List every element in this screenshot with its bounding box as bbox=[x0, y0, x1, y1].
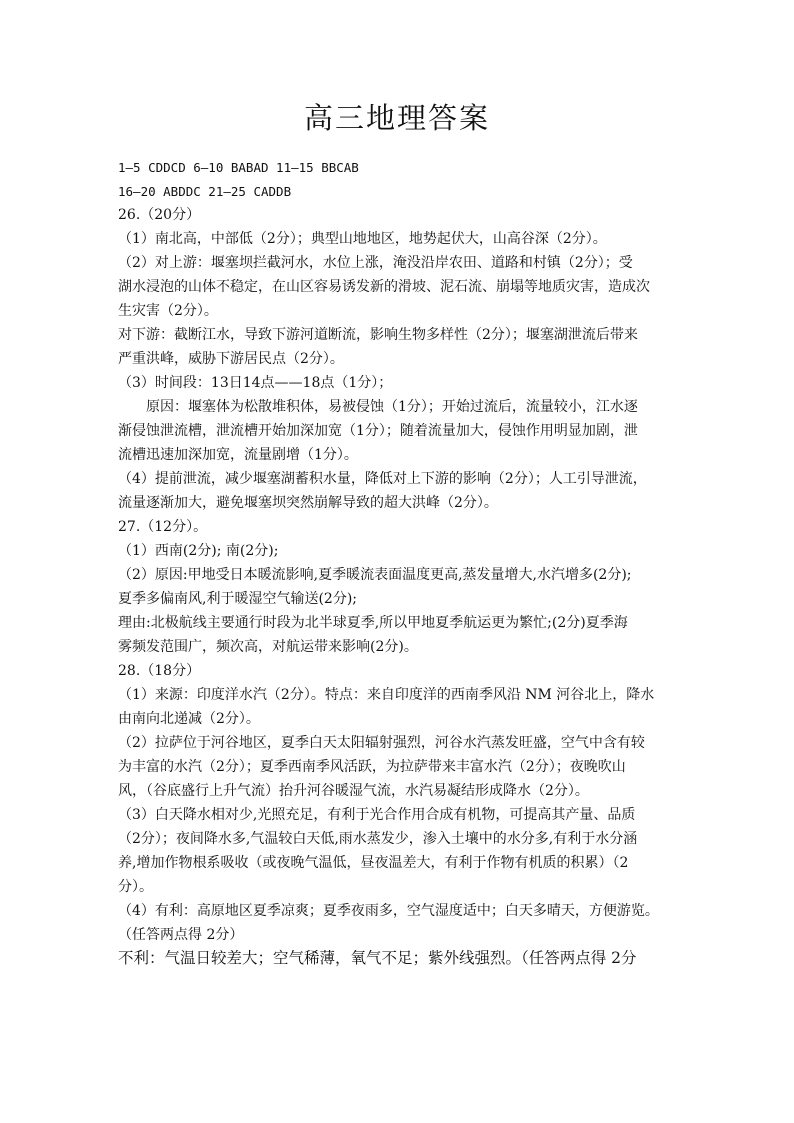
q26-part4-line2: 流量逐渐加大，避免堰塞坝突然崩解导致的超大洪峰（2分）。 bbox=[118, 495, 498, 511]
answer-key-row-2: 16—20 ABDDC 21—25 CADDB bbox=[118, 184, 292, 199]
q26-part3-line3: 渐侵蚀泄流槽，泄流槽开始加深加宽（1分）；随着流量加大，侵蚀作用明显加剧，泄 bbox=[118, 423, 638, 439]
q28-part4-line3: 不利：气温日较差大；空气稀薄，氧气不足；紫外线强烈。（任答两点得 2分 bbox=[118, 949, 637, 967]
q27-part2-line2: 夏季多偏南风,利于暖湿空气输送(2分); bbox=[118, 591, 357, 607]
q26-part2-line1: （2）对上游：堰塞坝拦截河水，水位上涨，淹没沿岸农田、道路和村镇（2分）；受 bbox=[118, 255, 633, 271]
q26-part2-line5: 严重洪峰，威胁下游居民点（2分）。 bbox=[118, 351, 344, 367]
q28-part2-line1: （2）拉萨位于河谷地区，夏季白天太阳辐射强烈，河谷水汽蒸发旺盛，空气中含有较 bbox=[118, 735, 645, 751]
q28-part1-line1: （1）来源：印度洋水汽（2分）。特点：来自印度洋的西南季风沿 NM 河谷北上，降水 bbox=[118, 687, 655, 703]
q26-part2-line3: 生灾害（2分）。 bbox=[118, 303, 218, 319]
q28-part3-line4: 分）。 bbox=[118, 879, 153, 895]
q26-part1: （1）南北高，中部低（2分）；典型山地地区，地势起伏大，山高谷深（2分）。 bbox=[118, 231, 607, 247]
q26-part2-line2: 湖水浸泡的山体不稳定，在山区容易诱发新的滑坡、泥石流、崩塌等地质灾害，造成次 bbox=[118, 279, 650, 295]
q28-part3-line1: （3）白天降水相对少,光照充足，有利于光合作用合成有机物，可提高其产量、品质 bbox=[118, 807, 636, 823]
q26-part3-line4: 流槽迅速加深加宽，流量剧增（1分）。 bbox=[118, 447, 358, 463]
q28-part3-line3: 养,增加作物根系吸收（或夜晚气温低，昼夜温差大，有利于作物有机质的积累）（2 bbox=[118, 855, 629, 871]
q27-part1: （1）西南(2分); 南(2分); bbox=[118, 543, 279, 559]
question-26-heading: 26.（20分） bbox=[118, 207, 201, 223]
q28-part4-line2: （任答两点得 2分） bbox=[118, 927, 244, 943]
q26-part4-line1: （4）提前泄流，减少堰塞湖蓄积水量，降低对上下游的影响（2分）；人工引导泄流， bbox=[118, 471, 647, 487]
q28-part3-line2: （2分）；夜间降水多,气温较白天低,雨水蒸发少，渗入土壤中的水分多,有利于水分涵 bbox=[118, 831, 638, 847]
q27-part2-line4: 雾频发范围广，频次高，对航运带来影响(2分)。 bbox=[118, 639, 418, 655]
q27-part2-line1: （2）原因:甲地受日本暖流影响,夏季暖流表面温度更高,蒸发量增大,水汽增多(2分); bbox=[118, 567, 632, 583]
q27-part2-line3: 理由:北极航线主要通行时段为北半球夏季,所以甲地夏季航运更为繁忙;(2分)夏季海 bbox=[118, 615, 628, 631]
q28-part2-line3: 风，（谷底盛行上升气流）抬升河谷暖湿气流，水汽易凝结形成降水（2分）。 bbox=[118, 783, 589, 799]
q26-part2-line4: 对下游：截断江水，导致下游河道断流，影响生物多样性（2分）；堰塞湖泄流后带来 bbox=[118, 327, 638, 343]
q28-part2-line2: 为丰富的水汽（2分）；夏季西南季风活跃，为拉萨带来丰富水汽（2分）；夜晚吹山 bbox=[118, 759, 626, 775]
question-28-heading: 28.（18分） bbox=[118, 663, 201, 679]
q26-part3-line2: 原因：堰塞体为松散堆积体，易被侵蚀（1分）；开始过流后，流量较小，江水逐 bbox=[118, 399, 638, 415]
q26-part3-line1: （3）时间段：13日14点——18点（1分）； bbox=[118, 375, 393, 391]
answer-key-row-1: 1—5 CDDCD 6—10 BABAD 11—15 BBCAB bbox=[118, 160, 359, 175]
question-27-heading: 27.（12分）。 bbox=[118, 519, 208, 535]
q28-part1-line2: 由南向北递减（2分）。 bbox=[118, 711, 260, 727]
q28-part4-line1: （4）有利：高原地区夏季凉爽；夏季夜雨多，空气湿度适中；白天多晴天，方便游览。 bbox=[118, 903, 659, 919]
page-title: 高三地理答案 bbox=[303, 101, 490, 135]
